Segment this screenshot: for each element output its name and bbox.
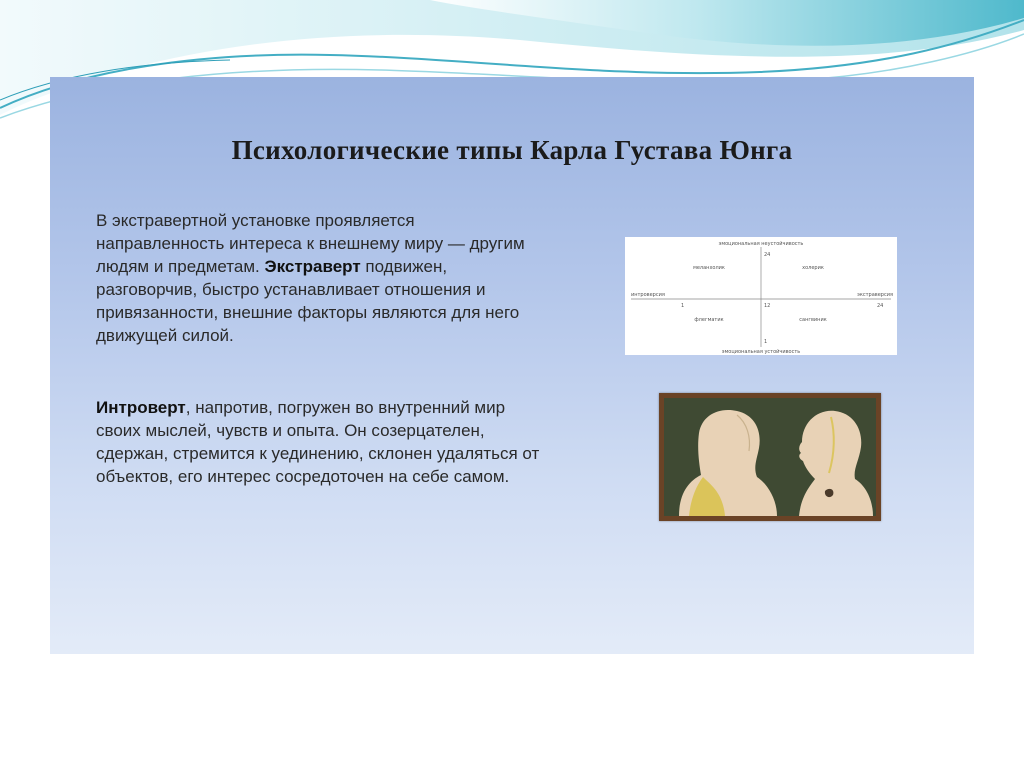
diagram-top-label: эмоциональная неустойчивость [718,241,804,247]
scale-top-number: 24 [764,252,771,258]
introvert-term: Интроверт [96,398,186,417]
scale-right-number: 24 [877,303,884,309]
temperament-diagram [625,237,897,355]
scale-bottom-number: 1 [764,339,768,345]
extravert-intro-text: В экстравертной установке проявляется направленность интереса к внешнему миру — другим людям и предметам. [96,211,525,276]
quadrant-melancholic: меланхолик [693,265,725,271]
scale-center-number: 12 [764,303,771,309]
extravert-paragraph [96,209,546,347]
extravert-description: подвижен, разговорчив, быстро устанавливает отношения и привязанности, внешние факторы являются для него движущей силой. [96,257,520,345]
introvert-description: , напротив, погружен во внутренний мир своих мыслей, чувств и опыта. Он созерцателен, сдержан, стремится к уединению, склонен удаляться от объектов, его интерес сосредоточен на себе самом. [96,398,540,486]
diagram-left-label: интроверсия [631,292,665,298]
slide-panel [50,77,974,654]
scale-left-number: 1 [681,303,685,309]
diagram-bottom-label: эмоциональная устойчивость [721,349,801,355]
quadrant-phlegmatic: флегматик [694,317,724,323]
slide-title: Психологические типы Карла Густава Юнга [231,135,793,165]
diagram-right-label: экстраверсия [857,292,893,298]
quadrant-choleric: холерик [802,265,824,271]
extravert-term: Экстраверт [264,257,361,276]
quadrant-sanguine: сангвиник [799,317,827,323]
introvert-paragraph [96,396,546,488]
two-head-profiles-image [659,393,881,521]
